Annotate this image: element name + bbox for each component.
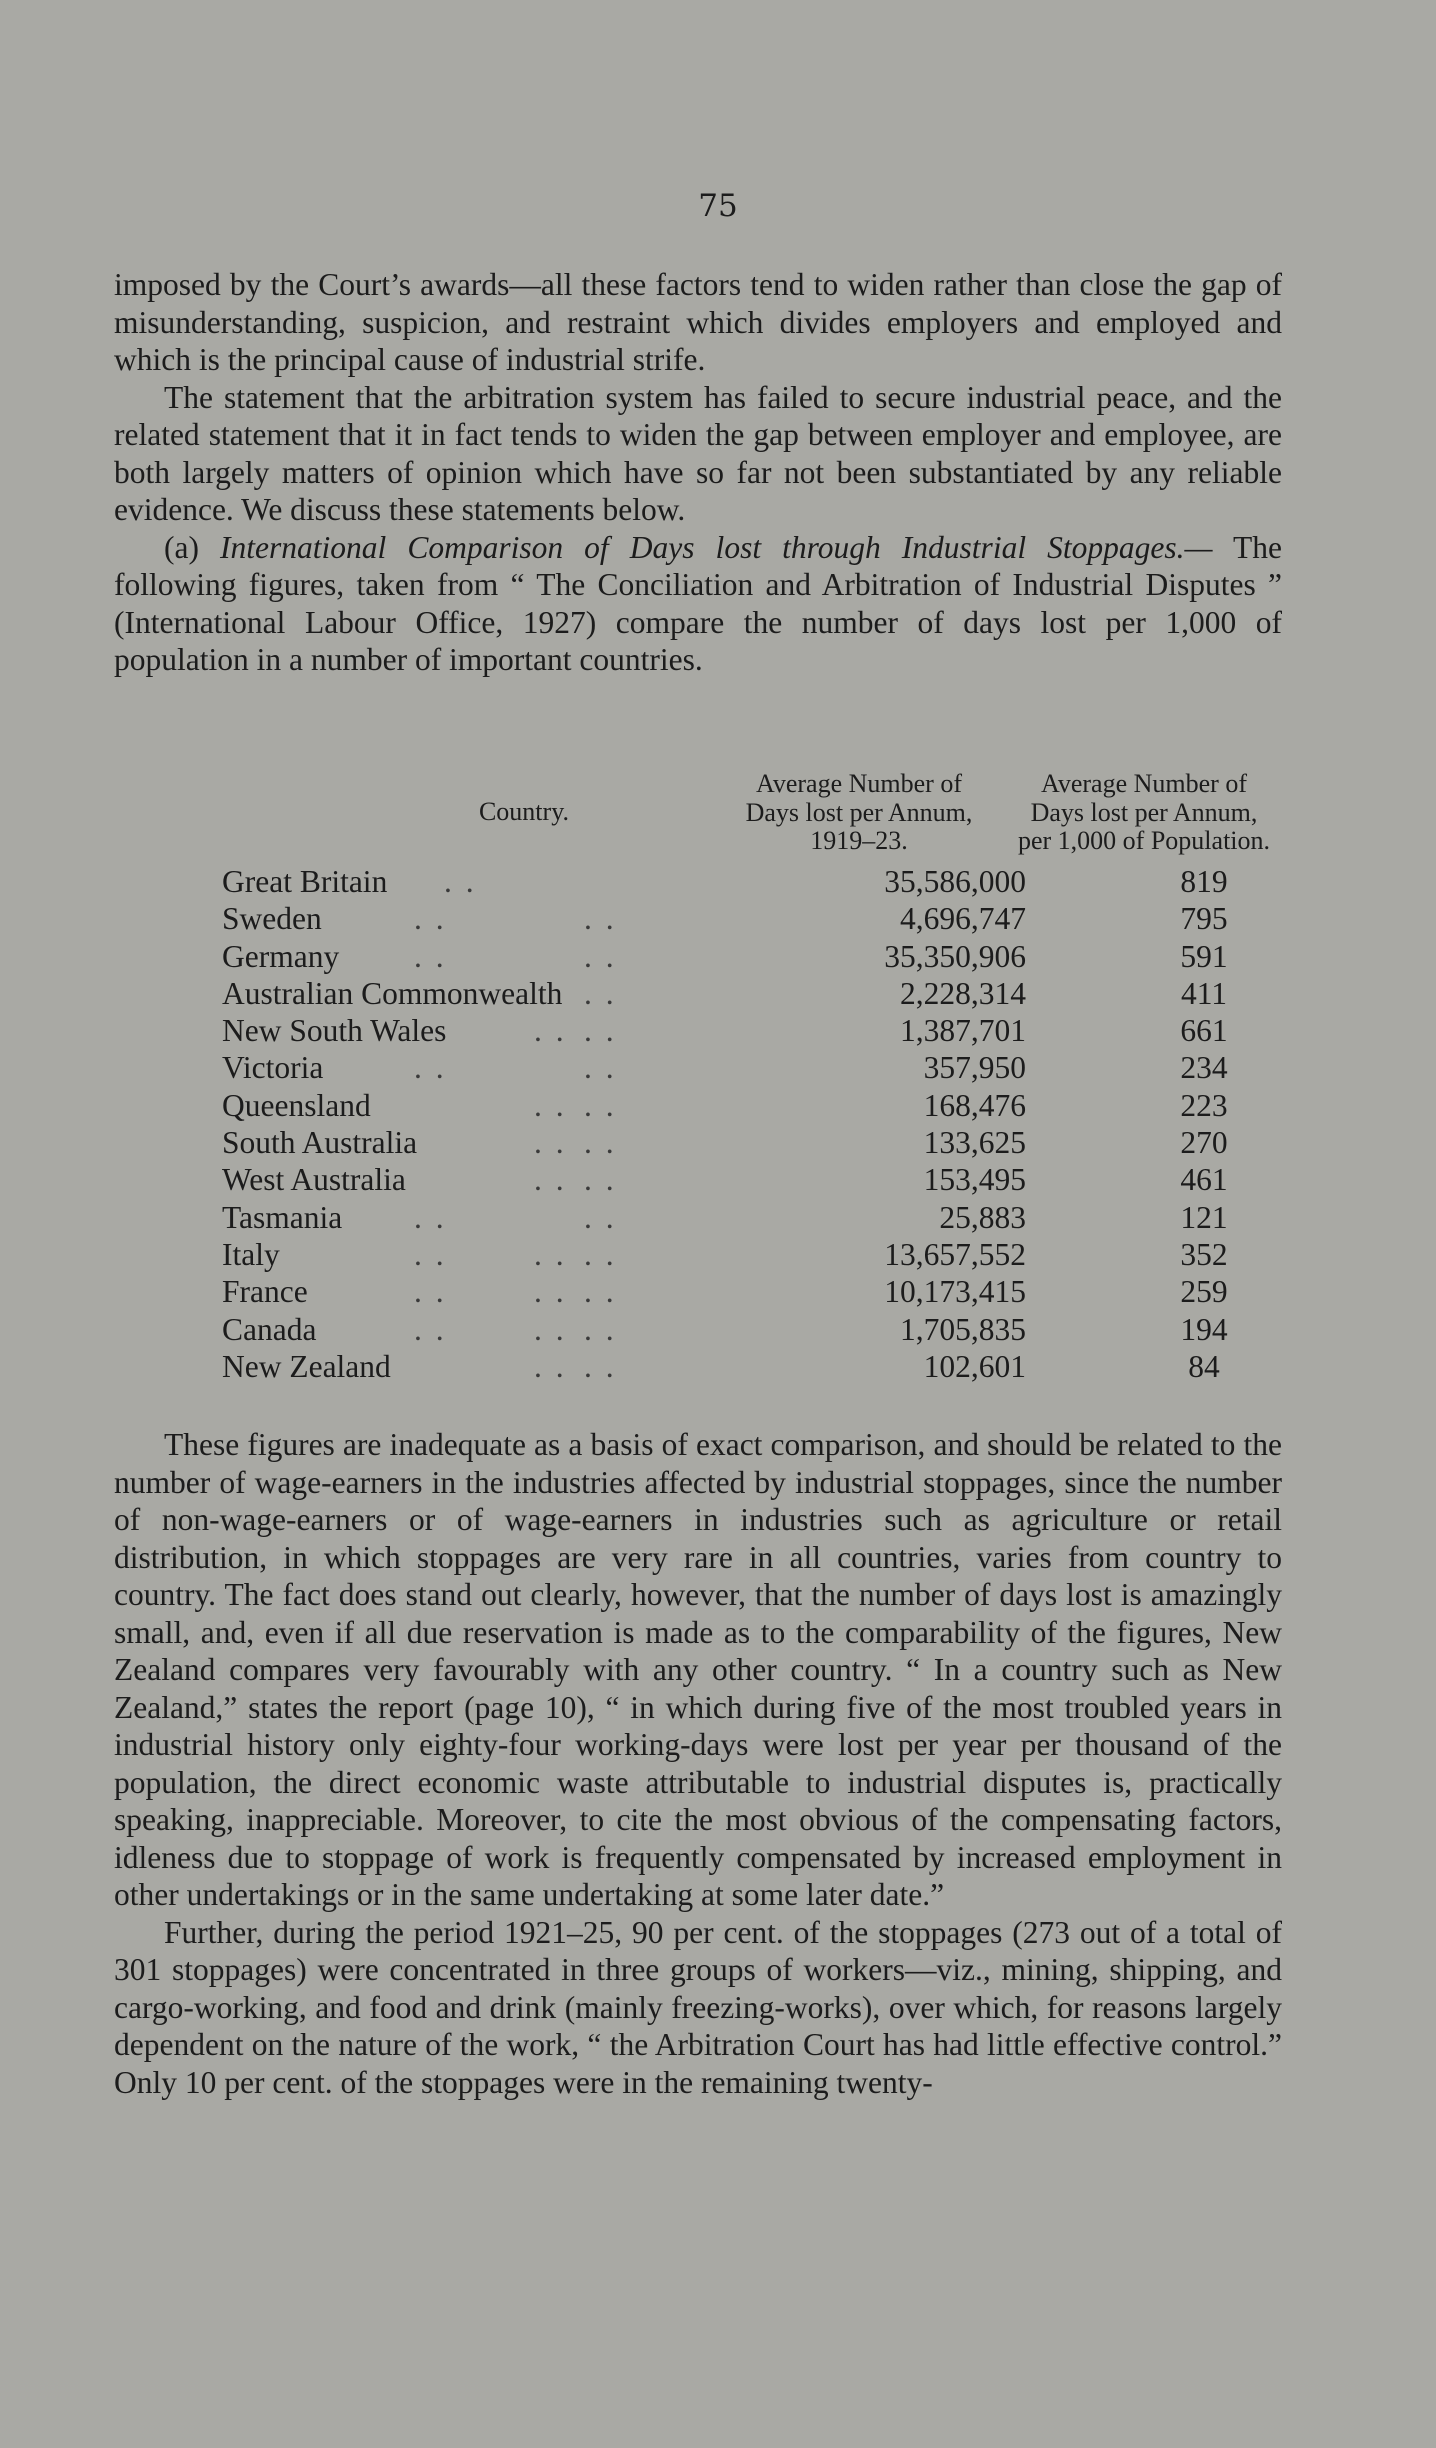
column-header-country: Country. [478, 797, 570, 826]
cell-country: Canada [222, 1311, 317, 1347]
cell-country: Queensland [222, 1087, 371, 1123]
cell-country: Sweden [222, 901, 322, 937]
cell-country: Tasmania [222, 1199, 343, 1235]
table-row: Sweden . . . . 4,696,747 795 [114, 901, 1282, 938]
paragraph: Further, during the period 1921–25, 90 per cent. of the stoppages (273 out of a total of 301 stoppages) were concentrated in three groups of workers—viz., mining, shipping, and cargo-working, and food and drink (mainly freezing-works), over which, for reasons largely dependent on the nature of the work, “ the Arbitration Court has had little effective control.” Only 10 per cent. of the stoppages were in the remaining twenty- [114, 1914, 1282, 2100]
cell-per-1000: 194 [1180, 1311, 1228, 1347]
cell-days-lost: 153,495 [923, 1162, 1026, 1198]
paragraph: imposed by the Court’s awards—all these factors tend to widen rather than close the gap of misunderstanding, suspicion, and restraint which divides employers and employed and which is the principal cause of industrial strife. [114, 267, 1282, 377]
cell-days-lost: 168,476 [923, 1087, 1026, 1123]
section-a-heading: International Comparison of Days lost through Industrial Stoppages.— [220, 529, 1213, 565]
statistics-table [114, 864, 1282, 1386]
table-row: Italy . . . . . . 13,657,552 352 [114, 1237, 1282, 1274]
paragraph: These figures are inadequate as a basis of exact comparison, and should be related to the number of wage-earners in the industries affected by industrial stoppages, since the number of non-wage-earners or of wage-earners in industries such as agriculture or retail distribution, in which stoppages are very rare in all countries, varies from country to country. The fact does stand out clearly, however, that the number of days lost is amazingly small, and, even if all due reservation is made as to the comparability of the figures, New Zealand compares very favourably with any other country. “ In a country such as New Zealand,” states the report (page 10), “ in which during five of the most troubled years in industrial history only eighty-four working-days were lost per year per thousand of the population, the direct economic waste attributable to industrial disputes is, practically speaking, inappreciable. Moreover, to cite the most obvious of the compensating factors, idleness due to stoppage of work is frequently compensated by increased employment in other undertakings or in the same undertaking at some later date.” [114, 1427, 1282, 1912]
cell-per-1000: 461 [1180, 1162, 1228, 1198]
cell-days-lost: 25,883 [939, 1199, 1026, 1235]
cell-country: France [222, 1274, 308, 1310]
cell-days-lost: 35,586,000 [884, 864, 1026, 899]
cell-country: Australian Commonwealth [222, 975, 563, 1011]
closing-text [114, 1426, 1282, 2101]
cell-days-lost: 1,387,701 [900, 1013, 1026, 1049]
table-row: New Zealand . . . . 102,601 84 [114, 1349, 1282, 1386]
cell-per-1000: 661 [1180, 1013, 1228, 1049]
cell-per-1000: 223 [1180, 1087, 1228, 1123]
cell-days-lost: 102,601 [923, 1348, 1026, 1384]
page-number: 75 [698, 188, 738, 224]
cell-per-1000: 795 [1180, 901, 1228, 937]
cell-days-lost: 357,950 [923, 1050, 1026, 1086]
section-a-prefix: (a) [164, 529, 221, 565]
cell-days-lost: 2,228,314 [900, 975, 1026, 1011]
table-row: West Australia . . . . 153,495 461 [114, 1162, 1282, 1199]
cell-per-1000: 819 [1180, 864, 1228, 899]
cell-per-1000: 352 [1180, 1236, 1228, 1272]
cell-per-1000: 234 [1180, 1050, 1228, 1086]
cell-country: West Australia [222, 1162, 406, 1198]
intro-text [114, 266, 1282, 679]
cell-days-lost: 133,625 [923, 1125, 1026, 1161]
cell-per-1000: 121 [1180, 1199, 1228, 1235]
table-row: South Australia . . . . 133,625 270 [114, 1125, 1282, 1162]
table-row: Canada . . . . . . 1,705,835 194 [114, 1312, 1282, 1349]
table-row: Germany . . . . 35,350,906 591 [114, 939, 1282, 976]
table-row: Tasmania . . . . 25,883 121 [114, 1200, 1282, 1237]
cell-country: Italy [222, 1236, 280, 1272]
table-row: Queensland . . . . 168,476 223 [114, 1088, 1282, 1125]
cell-per-1000: 591 [1180, 938, 1228, 974]
cell-country: South Australia [222, 1125, 418, 1161]
table-row: Great Britain . . 35,586,000 819 [114, 864, 1282, 901]
table-row: Victoria . . . . 357,950 234 [114, 1050, 1282, 1087]
cell-country: Victoria [222, 1050, 324, 1086]
cell-country: Great Britain [222, 864, 388, 899]
table-row: New South Wales . . . . 1,387,701 661 [114, 1013, 1282, 1050]
table-header [114, 770, 1282, 856]
cell-days-lost: 13,657,552 [884, 1236, 1026, 1272]
cell-days-lost: 10,173,415 [884, 1274, 1026, 1310]
paragraph: The statement that the arbitration system has failed to secure industrial peace, and the related statement that it in fact tends to widen the gap between employer and employee, are both largely matters of opinion which have so far not been substantiated by any reliable evidence. We discuss these statements below. [114, 379, 1282, 527]
section-a-paragraph [114, 529, 1282, 679]
cell-days-lost: 1,705,835 [900, 1311, 1026, 1347]
cell-per-1000: 411 [1180, 975, 1228, 1011]
column-header-days-lost: Average Number of Days lost per Annum, 1919–23. [745, 769, 973, 855]
cell-per-1000: 270 [1180, 1125, 1228, 1161]
cell-country: New Zealand [222, 1348, 391, 1384]
cell-per-1000: 259 [1180, 1274, 1228, 1310]
section-a-text: The following figures, taken from “ The Conciliation and Arbitration of Industrial Disputes ” (International Labour Office, 1927) compare the number of days lost per 1,000 of population in a number of important countries. [114, 529, 1282, 677]
cell-country: Germany [222, 938, 340, 974]
column-header-per-1000: Average Number of Days lost per Annum, per 1,000 of Population. [1017, 769, 1271, 855]
cell-per-1000: 84 [1188, 1348, 1220, 1384]
cell-days-lost: 4,696,747 [900, 901, 1026, 937]
cell-days-lost: 35,350,906 [884, 938, 1026, 974]
cell-country: New South Wales [222, 1013, 447, 1049]
table-row: Australian Commonwealth . . 2,228,314 411 [114, 976, 1282, 1013]
table-row: France . . . . . . 10,173,415 259 [114, 1274, 1282, 1311]
